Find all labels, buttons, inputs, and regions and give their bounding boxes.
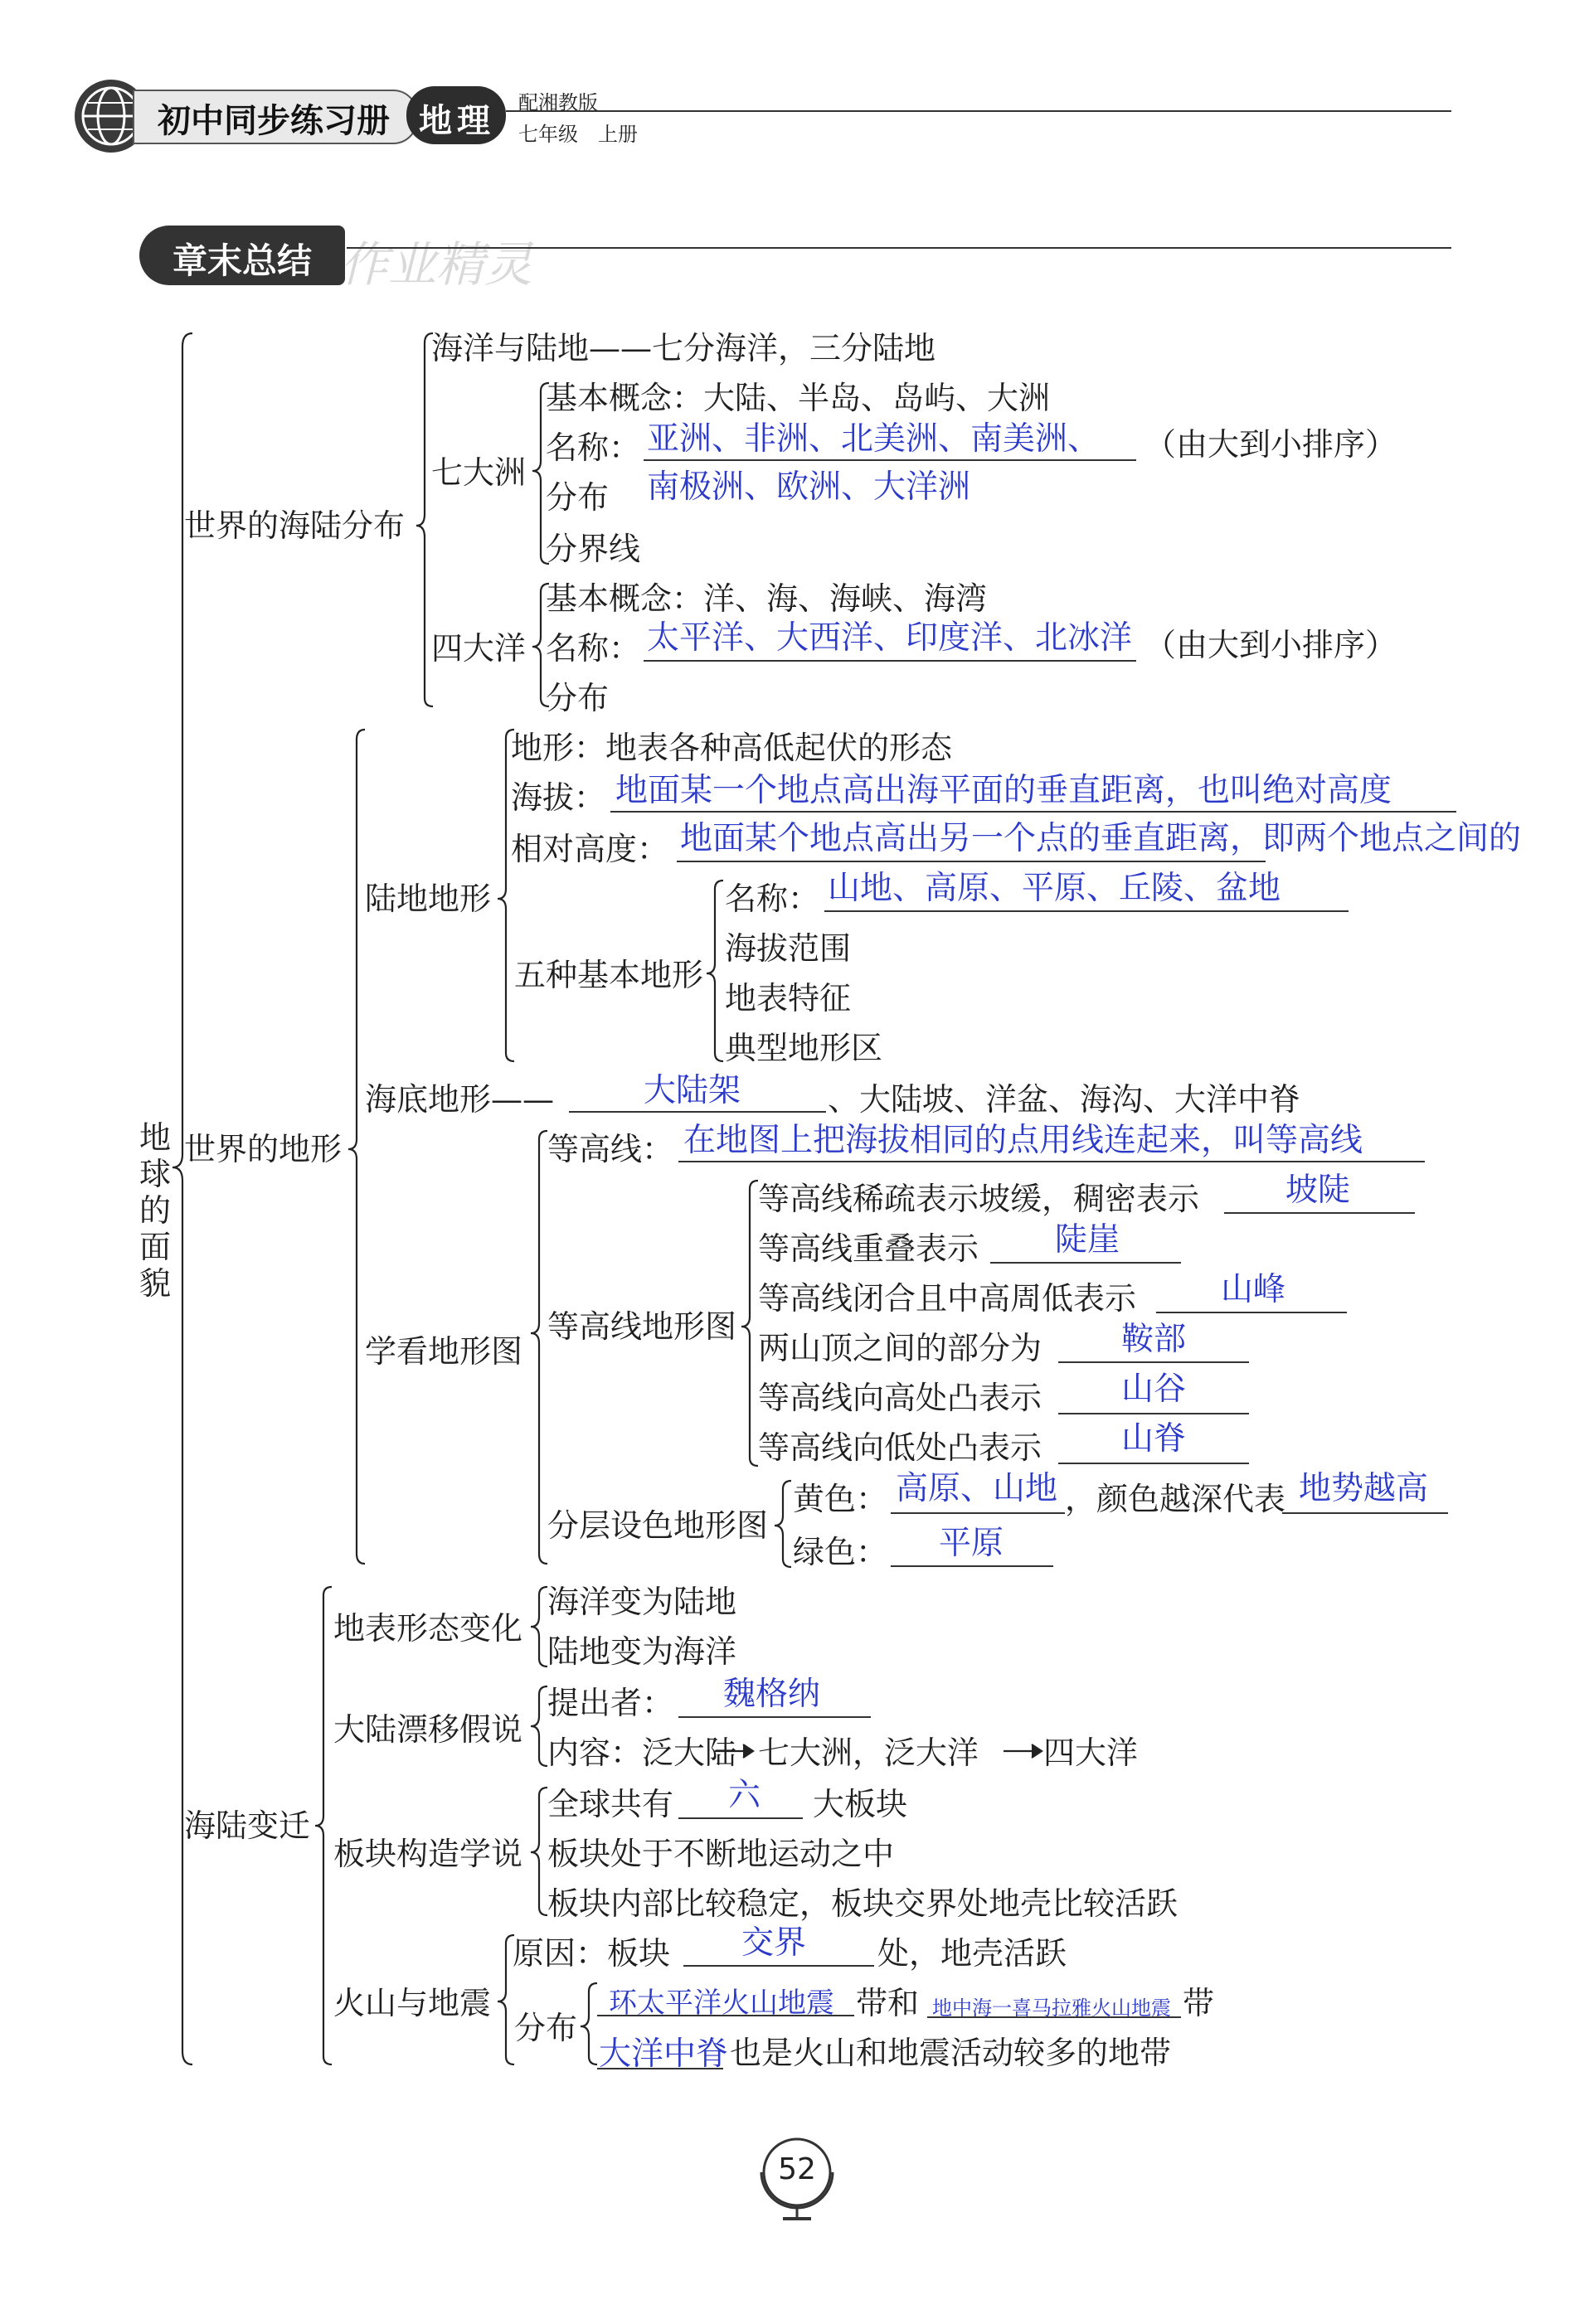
- five-surface-feature: 地表特征: [725, 980, 852, 1016]
- section-title: 章末总结: [173, 240, 313, 281]
- answer-line: [891, 1512, 1065, 1514]
- answer-line: [1224, 1212, 1415, 1214]
- deeper-color-answer: 地势越高: [1299, 1470, 1429, 1507]
- sea-to-land: 海洋变为陆地: [547, 1584, 737, 1620]
- watermark: 作业精灵: [340, 236, 533, 293]
- oceans-title: 四大洋: [431, 630, 527, 667]
- contour-item-answer: 山脊: [1121, 1420, 1187, 1458]
- belt-post: 带: [1183, 1985, 1215, 2021]
- pacific-belt-answer: 环太平洋火山地震: [609, 1987, 834, 2020]
- plate-theory-title: 板块构造学说: [333, 1836, 523, 1872]
- oceans-order: （由大到小排序）: [1144, 627, 1397, 663]
- oceans-distribution: 分布: [546, 680, 610, 716]
- altitude-label: 海拔：: [511, 779, 606, 816]
- contour-item-text: 等高线重叠表示: [758, 1230, 979, 1267]
- drift-content-3: 四大洋: [1043, 1735, 1139, 1771]
- ocean-ridge-answer: 大洋中脊: [599, 2035, 729, 2073]
- plate-a-pre: 全球共有: [547, 1786, 674, 1822]
- drift-proposer-label: 提出者：: [547, 1685, 674, 1721]
- answer-line: [927, 2016, 1181, 2018]
- answer-line: [644, 660, 1136, 662]
- ridge-post: 也是火山和地震活动较多的地带: [730, 2035, 1172, 2071]
- answer-line: [569, 1111, 826, 1113]
- oceans-concept: 基本概念：洋、海、海峡、海湾: [546, 580, 988, 617]
- continents-distribution: 分布: [546, 479, 610, 516]
- volcano-quake-title: 火山与地震: [333, 1985, 492, 2021]
- contour-item-text: 等高线向低处凸表示: [758, 1429, 1042, 1466]
- green-answer: 平原: [939, 1525, 1004, 1562]
- grade-label: 七年级 上册: [518, 123, 638, 146]
- relative-height-answer: 地面某个地点高出另一个点的垂直距离，即两个地点之间的: [680, 820, 1522, 857]
- node-title: 世界的地形: [184, 1131, 343, 1167]
- read-maps-title: 学看地形图: [365, 1333, 523, 1370]
- answer-line: [990, 1262, 1181, 1264]
- terrain-definition: 地形：地表各种高低起伏的形态: [511, 730, 953, 766]
- surface-change-title: 地表形态变化: [333, 1610, 523, 1647]
- book-title: 初中同步练习册: [158, 102, 390, 140]
- contour-item-text: 等高线向高处凸表示: [758, 1380, 1042, 1416]
- oceans-name-label: 名称：: [546, 630, 641, 667]
- continents-boundary: 分界线: [546, 531, 641, 567]
- contour-item-answer: 山峰: [1221, 1271, 1286, 1308]
- five-landforms-title: 五种基本地形: [514, 957, 704, 993]
- continents-name-label: 名称：: [546, 429, 641, 466]
- node-title: 世界的海陆分布: [184, 507, 406, 544]
- relative-height-label: 相对高度：: [511, 831, 669, 867]
- plate-a-post: 大板块: [813, 1786, 908, 1822]
- belt-and: 带和: [856, 1985, 920, 2021]
- answer-line: [597, 2015, 854, 2016]
- answer-line: [678, 1161, 1425, 1162]
- oceans-answer: 太平洋、大西洋、印度洋、北冰洋: [647, 619, 1133, 657]
- answer-line: [1058, 1463, 1249, 1464]
- plate-count-answer: 六: [728, 1777, 761, 1814]
- answer-line: [1282, 1512, 1448, 1514]
- seabed-rest: 、大陆坡、洋盆、海沟、大洋中脊: [828, 1081, 1301, 1118]
- five-altitude-range: 海拔范围: [725, 930, 852, 967]
- contour-item-answer: 陡崖: [1055, 1221, 1120, 1259]
- mediterranean-belt-answer: 地中海一喜马拉雅火山地震: [932, 1997, 1171, 2020]
- root-node: 地球的面貌: [139, 1119, 172, 1302]
- contour-label: 等高线：: [547, 1131, 674, 1167]
- seabed-answer: 大陆架: [644, 1072, 741, 1109]
- contour-answer: 在地图上把海拔相同的点用线连起来，叫等高线: [683, 1122, 1363, 1159]
- volcano-cause-answer: 交界: [741, 1924, 807, 1962]
- contour-map-title: 等高线地形图: [547, 1308, 737, 1345]
- layered-map-title: 分层设色地形图: [547, 1507, 769, 1544]
- continents-answer-1: 亚洲、非洲、北美洲、南美洲、: [647, 420, 1101, 458]
- answer-line: [891, 1565, 1053, 1567]
- plate-moving: 板块处于不断地运动之中: [547, 1836, 895, 1872]
- land-to-sea: 陆地变为海洋: [547, 1633, 737, 1670]
- contour-item-answer: 坡陡: [1285, 1172, 1351, 1209]
- contour-item-answer: 山谷: [1121, 1371, 1187, 1408]
- contour-item-text: 等高线闭合且中高周低表示: [758, 1280, 1137, 1317]
- contour-item-text: 两山顶之间的部分为: [758, 1330, 1042, 1366]
- drift-content: 内容：泛大陆: [547, 1735, 737, 1771]
- volcano-cause-post: 处，地壳活跃: [877, 1935, 1067, 1972]
- yellow-answer: 高原、山地: [896, 1470, 1058, 1507]
- deeper-color-text: ，颜色越深代表: [1065, 1481, 1286, 1517]
- answer-line: [683, 1965, 874, 1967]
- continents-title: 七大洲: [431, 454, 527, 491]
- answer-line: [678, 1716, 871, 1718]
- sea-land-ratio: 海洋与陆地——七分海洋，三分陆地: [431, 330, 936, 366]
- node-title: 海陆变迁: [184, 1807, 311, 1844]
- seabed-title: 海底地形——: [365, 1081, 555, 1118]
- five-name-answer: 山地、高原、平原、丘陵、盆地: [828, 870, 1281, 907]
- volcano-cause-pre: 原因：板块: [513, 1935, 671, 1972]
- five-name-label: 名称：: [725, 881, 820, 917]
- green-label: 绿色：: [793, 1534, 888, 1570]
- yellow-label: 黄色：: [793, 1481, 888, 1517]
- altitude-answer: 地面某一个地点高出海平面的垂直距离，也叫绝对高度: [615, 772, 1392, 809]
- five-typical-region: 典型地形区: [725, 1030, 883, 1066]
- drift-content-2: 七大洲，泛大洋: [758, 1735, 979, 1771]
- land-terrain-title: 陆地地形: [365, 881, 492, 917]
- continents-answer-2: 南极洲、欧洲、大洋洲: [647, 468, 971, 506]
- contour-item-text: 等高线稀疏表示坡缓，稠密表示: [758, 1181, 1200, 1217]
- continents-concept: 基本概念：大陆、半岛、岛屿、大洲: [546, 380, 1051, 416]
- drift-proposer-answer: 魏格纳: [723, 1676, 821, 1713]
- volcano-distribution: 分布: [514, 2010, 578, 2046]
- edition-label: 配湘教版: [518, 91, 598, 114]
- answer-line: [824, 910, 1349, 912]
- answer-line: [678, 1817, 803, 1819]
- page-number: 52: [778, 2152, 816, 2186]
- contour-item-answer: 鞍部: [1121, 1321, 1187, 1358]
- continents-order: （由大到小排序）: [1144, 426, 1397, 463]
- subject-label: 地理: [419, 102, 495, 140]
- drift-title: 大陆漂移假说: [333, 1711, 523, 1748]
- answer-line: [597, 2068, 723, 2069]
- plate-stability: 板块内部比较稳定，板块交界处地壳比较活跃: [547, 1885, 1178, 1922]
